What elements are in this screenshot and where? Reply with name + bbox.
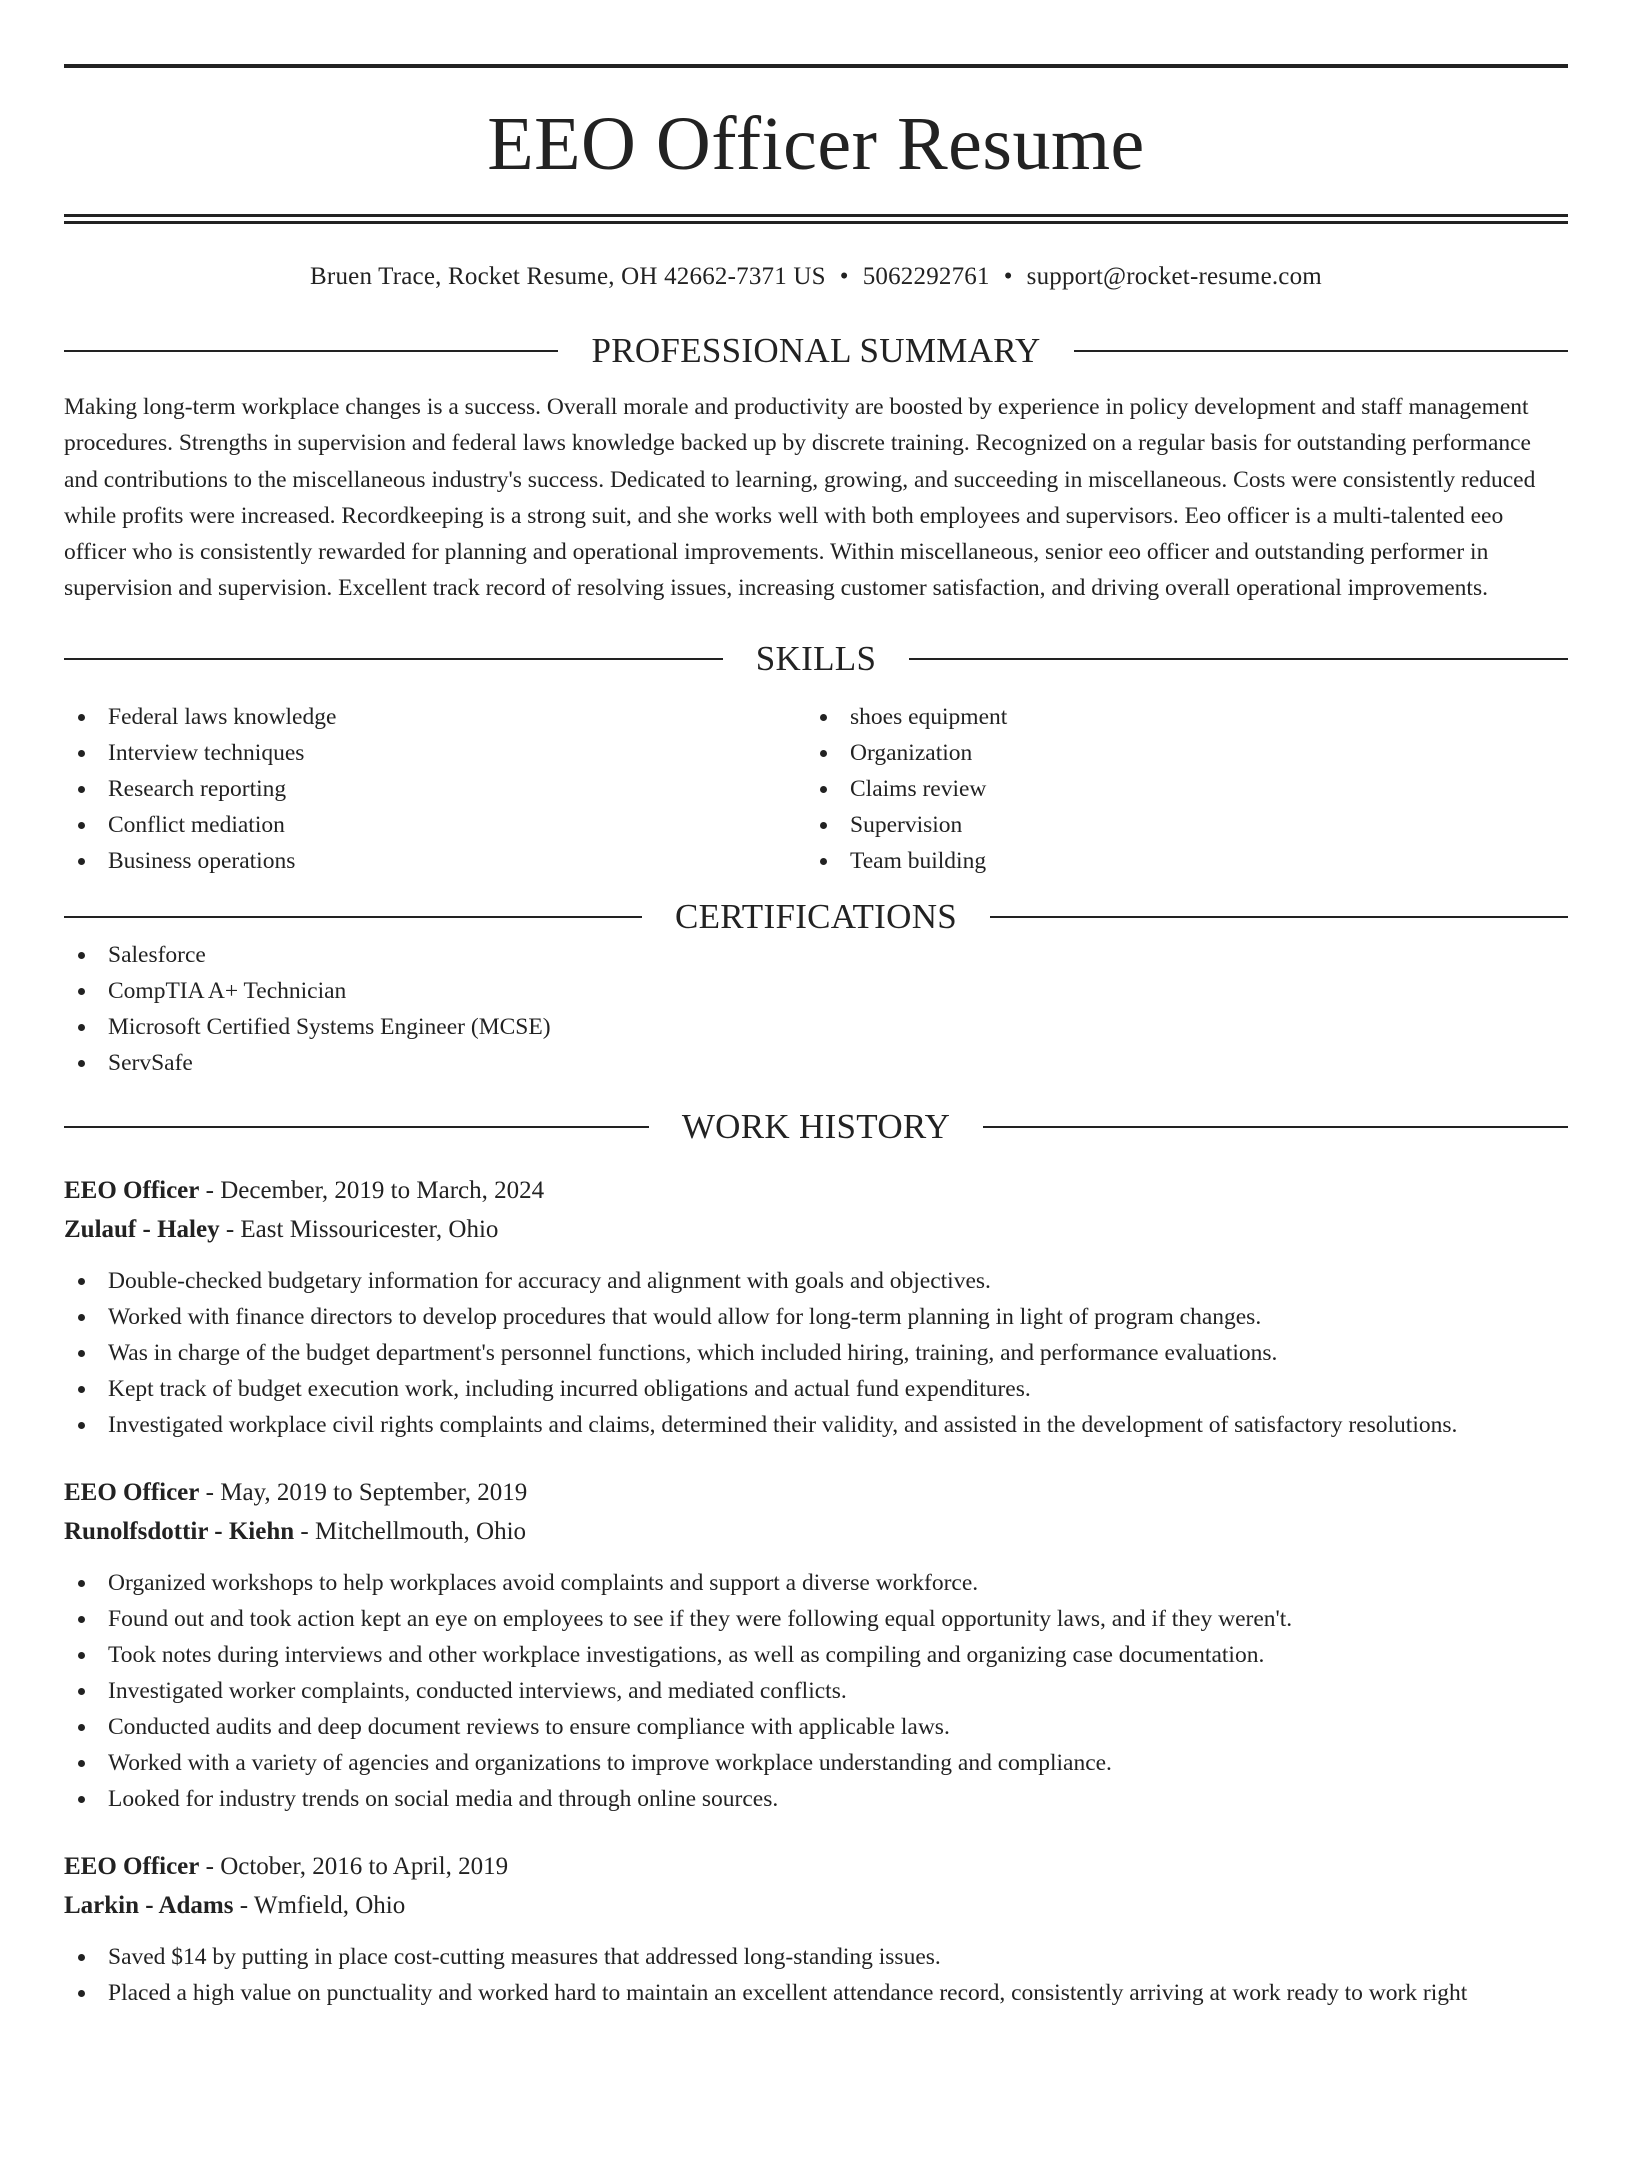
bullet-icon [820,750,827,757]
list-item [806,699,1548,735]
bullet-icon [78,1386,85,1393]
bullet-icon [78,1580,85,1587]
section-heading-skills [64,639,1568,679]
bullet-icon [820,786,827,793]
contact-address: Bruen Trace, Rocket Resume, OH 42662-7371 US [310,263,826,290]
job-title-line [64,1473,1568,1512]
job-title: EEO Officer [64,1176,200,1204]
job-location: - Mitchellmouth, Ohio [294,1517,527,1545]
list-item [806,771,1548,807]
list-item-text: Claims review [850,775,987,802]
bullet-icon [78,822,85,829]
job-company: Zulauf - Haley [64,1215,220,1243]
list-item-text: Placed a high value on punctuality and worked hard to maintain an excellent attendance record, consistently arriving at work ready to work right [108,1979,1468,2006]
job-title: EEO Officer [64,1852,200,1880]
skills-list-right [806,699,1548,879]
list-item [64,1407,1568,1443]
heading-rule-left [64,350,558,352]
list-item-text: Business operations [108,847,296,874]
list-item-text: Worked with finance directors to develop procedures that would allow for long-term planning in light of program changes. [108,1303,1262,1330]
list-item [64,1009,1568,1045]
bullet-icon [78,988,85,995]
section-heading-certifications [64,897,1568,937]
bullet-icon [78,952,85,959]
bullet-icon [78,786,85,793]
bullet-icon [78,1796,85,1803]
certifications-list [64,937,1568,1081]
resume-title: EEO Officer Resume [487,102,1145,186]
resume-page [0,64,1632,2176]
job-dates: - October, 2016 to April, 2019 [199,1852,509,1880]
list-item-text: Team building [850,847,987,874]
list-item-text: Interview techniques [108,739,305,766]
list-item-text: Kept track of budget execution work, including incurred obligations and actual fund expenditures. [108,1375,1031,1402]
bullet-icon [78,1616,85,1623]
section-heading-summary [64,331,1568,371]
section-title: PROFESSIONAL SUMMARY [591,331,1041,370]
section-title: WORK HISTORY [681,1106,951,1146]
contact-separator: • [839,263,849,290]
list-item [64,1371,1568,1407]
bullet-icon [78,714,85,721]
top-rule [64,64,1568,68]
bullet-icon [78,1990,85,1997]
list-item [64,1975,1568,2011]
job-company-line [64,1512,1568,1551]
section-title: SKILLS [755,638,877,678]
list-item [64,1335,1568,1371]
heading-rule-left [64,916,642,918]
bullet-icon [78,1314,85,1321]
contact-separator: • [1003,263,1013,290]
heading-rule-right [983,1126,1568,1128]
list-item-text: CompTIA A+ Technician [108,977,347,1004]
job-location: - East Missouricester, Ohio [219,1215,499,1243]
bullet-icon [78,1760,85,1767]
heading-rule-right [909,658,1568,660]
bullet-icon [78,1422,85,1429]
list-item [64,1565,1568,1601]
list-item [806,735,1548,771]
bullet-icon [78,1652,85,1659]
list-item [64,843,806,879]
list-item [64,937,1568,973]
list-item-text: Double-checked budgetary information for accuracy and alignment with goals and objectives. [108,1267,991,1294]
list-item-text: Investigated workplace civil rights complaints and claims, determined their validity, and assisted in the development of satisfactory resolutions. [108,1411,1458,1438]
bullet-icon [78,750,85,757]
section-title: CERTIFICATIONS [674,896,958,936]
list-item [64,1939,1568,1975]
list-item [64,807,806,843]
list-item [64,973,1568,1009]
summary-text: Making long-term workplace changes is a success. Overall morale and productivity are boosted by experience in policy development and staff management procedures. Strengths in supervision and federal laws knowledge backed up by discrete training. Recognized on a regular basis for outstanding performance and contributions to the miscellaneous industry's success. Dedicated to learning, growing, and succeeding in miscellaneous. Costs were consistently reduced while profits were increased. Recordkeeping is a strong suit, and she works well with both employees and supervisors. Eeo officer is a multi-talented eeo officer who is consistently rewarded for planning and operational improvements. Within miscellaneous, senior eeo officer and outstanding performer in supervision and supervision. Excellent track record of resolving issues, increasing customer satisfaction, and driving overall operational improvements. [64,394,1536,602]
job-bullets [64,1939,1568,2011]
list-item [64,1299,1568,1335]
list-item [64,1781,1568,1817]
skills-column-right [806,699,1548,879]
job-bullets [64,1565,1568,1817]
job-title-line [64,1171,1568,1210]
list-item-text: Organization [850,739,973,766]
bullet-icon [78,1350,85,1357]
list-item [64,1601,1568,1637]
list-item-text: Saved $14 by putting in place cost-cutting measures that addressed long-standing issues. [108,1943,941,1970]
list-item [64,1673,1568,1709]
list-item-text: Conducted audits and deep document reviews to ensure compliance with applicable laws. [108,1713,950,1740]
list-item [64,1637,1568,1673]
work-history-list [64,1171,1568,2011]
list-item [64,1263,1568,1299]
skills-list-left [64,699,806,879]
contact-phone: 5062292761 [862,263,990,290]
heading-rule-left [64,658,723,660]
list-item [64,699,806,735]
job-dates: - May, 2019 to September, 2019 [199,1478,528,1506]
job-entry [64,1171,1568,1443]
skills-grid [64,699,1568,879]
list-item-text: Microsoft Certified Systems Engineer (MCSE) [108,1013,551,1040]
bullet-icon [78,1278,85,1285]
section-heading-work-history [64,1107,1568,1147]
list-item-text: Federal laws knowledge [108,703,337,730]
list-item-text: Organized workshops to help workplaces avoid complaints and support a diverse workforce. [108,1569,979,1596]
list-item [64,1709,1568,1745]
list-item [806,807,1548,843]
title-double-rule [64,214,1568,224]
job-entry [64,1847,1568,2011]
list-item [64,1745,1568,1781]
job-location: - Wmfield, Ohio [233,1891,406,1919]
bullet-icon [78,1724,85,1731]
list-item [806,843,1548,879]
list-item [64,735,806,771]
list-item-text: Took notes during interviews and other workplace investigations, as well as compiling and organizing case documentation. [108,1641,1265,1668]
bullet-icon [78,1024,85,1031]
list-item-text: ServSafe [108,1049,193,1076]
list-item-text: Research reporting [108,775,287,802]
heading-rule-right [1074,350,1568,352]
job-bullets [64,1263,1568,1443]
list-item-text: Investigated worker complaints, conducted interviews, and mediated conflicts. [108,1677,847,1704]
job-company-line [64,1886,1568,1925]
job-entry [64,1473,1568,1817]
job-title-line [64,1847,1568,1886]
bullet-icon [820,822,827,829]
bullet-icon [78,1060,85,1067]
skills-column-left [64,699,806,879]
job-company: Larkin - Adams [64,1891,234,1919]
list-item-text: Found out and took action kept an eye on employees to see if they were following equal opportunity laws, and if they weren't. [108,1605,1293,1632]
list-item-text: Salesforce [108,941,206,968]
job-dates: - December, 2019 to March, 2024 [199,1176,545,1204]
heading-rule-right [990,916,1568,918]
list-item [64,1045,1568,1081]
bullet-icon [820,714,827,721]
list-item-text: shoes equipment [850,703,1008,730]
bullet-icon [78,858,85,865]
bullet-icon [820,858,827,865]
bullet-icon [78,1688,85,1695]
list-item-text: Supervision [850,811,963,838]
job-company-line [64,1210,1568,1249]
contact-email[interactable]: support@rocket-resume.com [1026,263,1322,290]
bullet-icon [78,1954,85,1961]
job-company: Runolfsdottir - Kiehn [64,1517,295,1545]
list-item-text: Looked for industry trends on social media and through online sources. [108,1785,779,1812]
heading-rule-left [64,1126,649,1128]
list-item-text: Worked with a variety of agencies and organizations to improve workplace understanding and compliance. [108,1749,1112,1776]
list-item-text: Was in charge of the budget department's personnel functions, which included hiring, training, and performance evaluations. [108,1339,1278,1366]
job-title: EEO Officer [64,1478,200,1506]
list-item-text: Conflict mediation [108,811,285,838]
contact-line [64,261,1568,293]
list-item [64,771,806,807]
